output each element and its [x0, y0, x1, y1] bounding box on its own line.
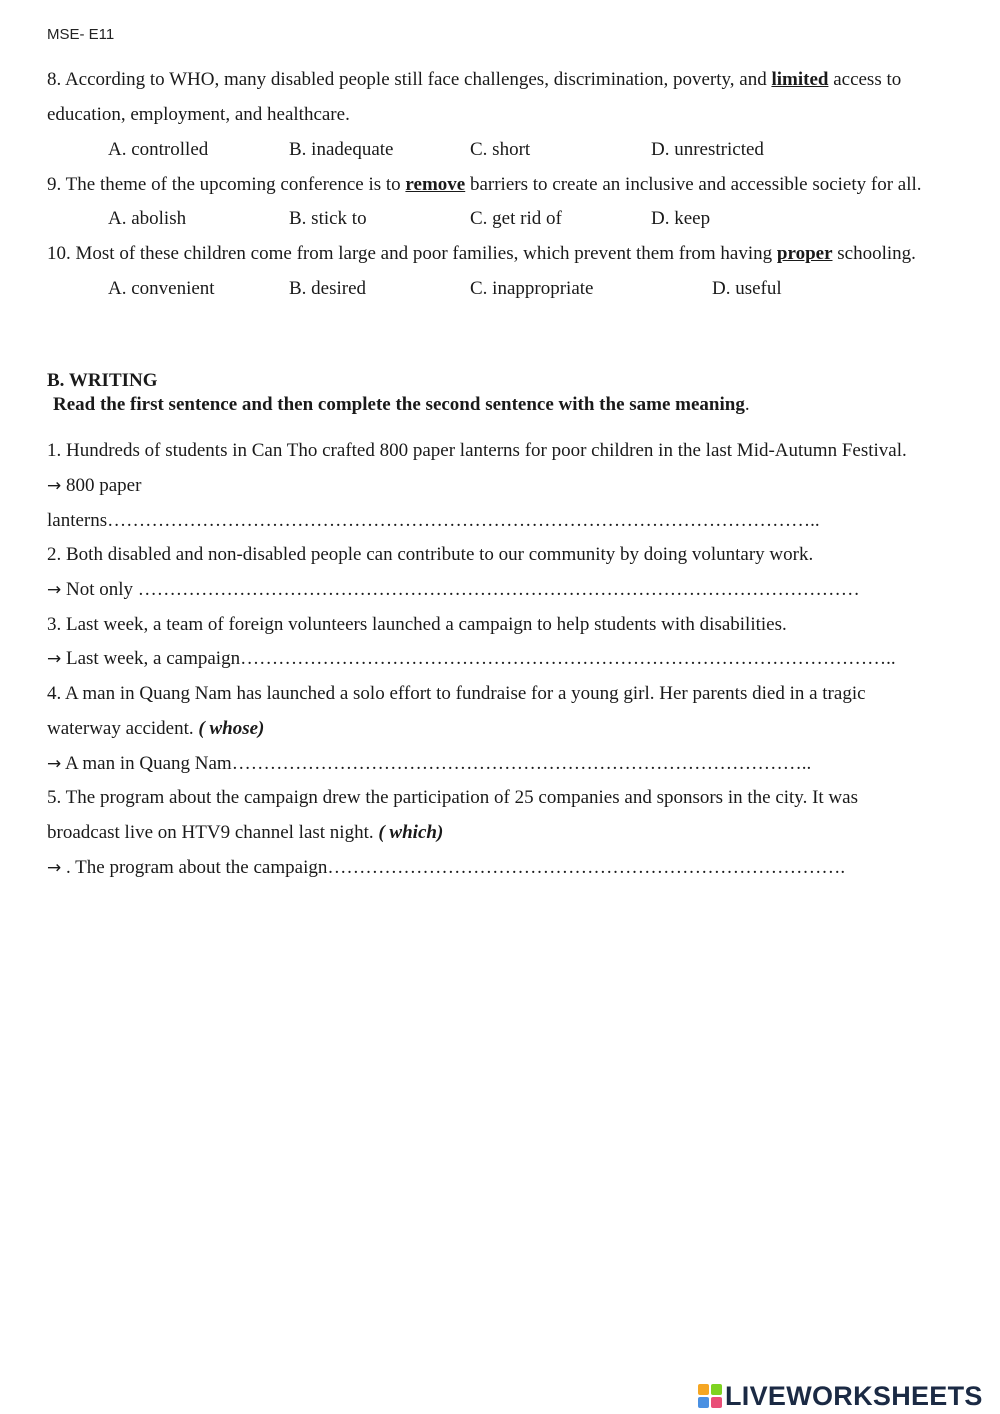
option-c[interactable]: C. short: [470, 139, 531, 160]
option-b[interactable]: B. desired: [289, 278, 367, 299]
logo-square: [698, 1384, 709, 1395]
document-code: MSE- E11: [47, 26, 115, 43]
writing-item-2: 2. Both disabled and non-disabled people can contribute to our community by doing voluntary work.: [47, 544, 814, 565]
arrow-right-icon: →: [47, 649, 62, 669]
writing-item-4: 4. A man in Quang Nam has launched a solo effort to fundraise for a young girl. Her parents died in a tragic: [47, 683, 866, 704]
arrow-right-icon: →: [47, 580, 62, 600]
logo-square: [698, 1397, 709, 1408]
option-a[interactable]: A. convenient: [108, 278, 215, 299]
option-a[interactable]: A. abolish: [108, 208, 187, 229]
writing-item-1: 1. Hundreds of students in Can Tho crafted 800 paper lanterns for poor children in the last Mid-Autumn Festival.: [47, 440, 907, 461]
option-b[interactable]: B. inadequate: [289, 139, 394, 160]
question-8-continued: education, employment, and healthcare.: [47, 104, 350, 125]
logo-square: [711, 1384, 722, 1395]
question-9: 9. The theme of the upcoming conference is to remove barriers to create an inclusive and accessible society for all.: [47, 174, 922, 195]
question-8-keyword: limited: [771, 69, 829, 90]
writing-answer-1[interactable]: → 800 paper: [47, 475, 142, 496]
option-d[interactable]: D. unrestricted: [651, 139, 764, 160]
option-a[interactable]: A. controlled: [108, 139, 209, 160]
question-10-keyword: proper: [776, 243, 833, 264]
writing-item-4-continued: waterway accident. ( whose): [47, 718, 265, 739]
section-title: B. WRITING: [47, 370, 158, 391]
writing-item-3: 3. Last week, a team of foreign volunteers launched a campaign to help students with disabilities.: [47, 614, 787, 635]
writing-answer-1-blank[interactable]: lanterns…………………………………………………………………………………………………..: [47, 510, 820, 531]
hint-word: ( which): [378, 822, 444, 843]
option-d[interactable]: D. useful: [712, 278, 782, 299]
writing-item-5: 5. The program about the campaign drew the participation of 25 companies and sponsors in the city. It was: [47, 787, 858, 808]
option-d[interactable]: D. keep: [651, 208, 711, 229]
question-8: 8. According to WHO, many disabled people still face challenges, discrimination, poverty, and limited access to: [47, 69, 902, 90]
option-c[interactable]: C. get rid of: [470, 208, 562, 229]
writing-item-5-continued: broadcast live on HTV9 channel last night. ( which): [47, 822, 444, 843]
option-b[interactable]: B. stick to: [289, 208, 367, 229]
writing-answer-5[interactable]: → . The program about the campaign……………………………………………………………………….: [47, 857, 846, 878]
arrow-right-icon: →: [47, 754, 62, 774]
writing-answer-4[interactable]: → A man in Quang Nam………………………………………………………………………………..: [47, 753, 812, 774]
section-instruction: Read the first sentence and then complete the second sentence with the same meaning.: [53, 394, 750, 415]
logo-text: LIVEWORKSHEETS: [725, 1380, 983, 1411]
logo-square: [711, 1397, 722, 1408]
writing-answer-3[interactable]: → Last week, a campaign…………………………………………………………………………………………..: [47, 648, 896, 669]
option-c[interactable]: C. inappropriate: [470, 278, 594, 299]
hint-word: ( whose): [198, 718, 265, 739]
liveworksheets-logo-icon: [698, 1384, 722, 1408]
arrow-right-icon: →: [47, 858, 62, 878]
question-9-keyword: remove: [405, 174, 466, 195]
liveworksheets-logo[interactable]: [698, 1378, 983, 1414]
arrow-right-icon: →: [47, 476, 62, 496]
question-10: 10. Most of these children come from large and poor families, which prevent them from having proper schooling.: [47, 243, 916, 264]
writing-answer-2[interactable]: → Not only ……………………………………………………………………………………………………: [47, 579, 860, 600]
